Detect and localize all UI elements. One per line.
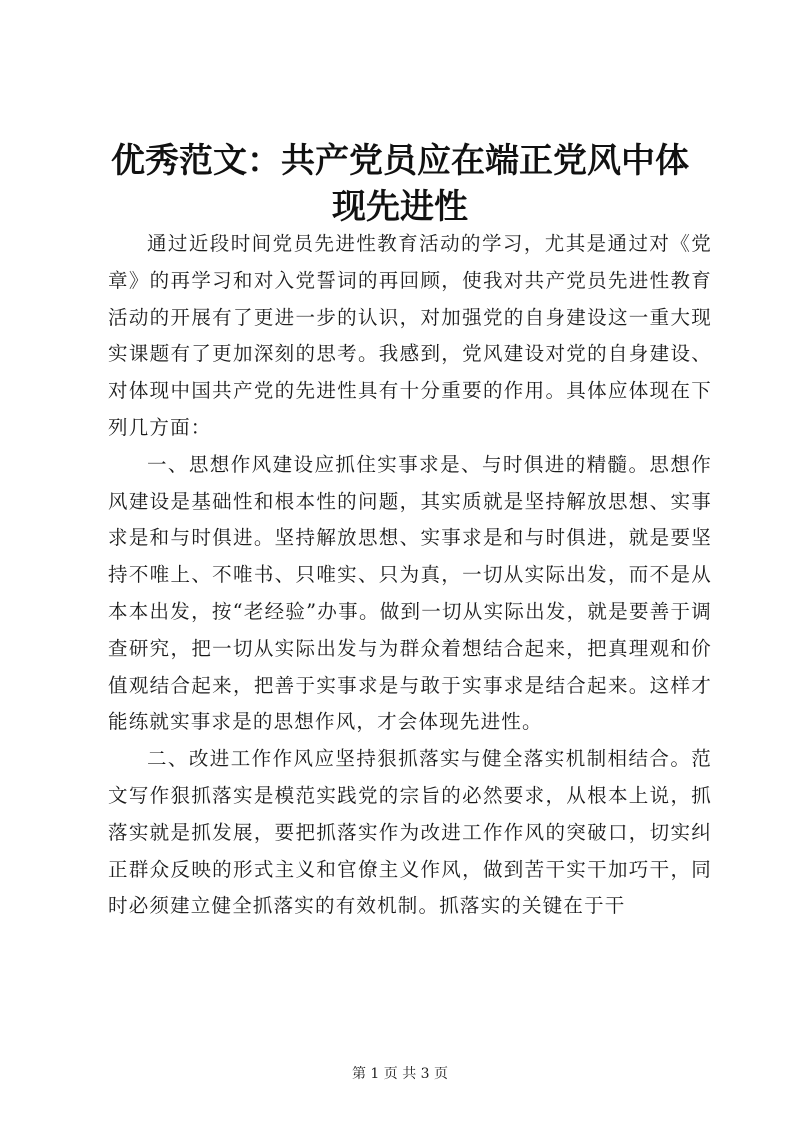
paragraph-point-two: 二、改进工作作风应坚持狠抓落实与健全落实机制相结合。范文写作狠抓落实是模范实践党的宗旨的必然要求，从根本上说，抓落实就是抓发展，要把抓落实作为改进工作作风的突破口，切实纠正群众反映的形式主义和官僚主义作风，做到苦干实干加巧干，同时必须建立健全抓落实的有效机制。抓落实的关键在于干 [108,747,712,918]
page-footer: 第 1 页 共 3 页 [351,1066,449,1082]
paragraph-intro: 通过近段时间党员先进性教育活动的学习，尤其是通过对《党章》的再学习和对入党誓词的再回顾，使我对共产党员先进性教育活动的开展有了更进一步的认识，对加强党的自身建设这一重大现实课题有了更加深刻的思考。我感到，党风建设对党的自身建设、对体现中国共产党的先进性具有十分重要的作用。具体应体现在下列几方面： [108,232,712,439]
paragraph-point-one: 一、思想作风建设应抓住实事求是、与时俱进的精髓。思想作风建设是基础性和根本性的问题，其实质就是坚持解放思想、实事求是和与时俱进。坚持解放思想、实事求是和与时俱进，就是要坚持不唯上、不唯书、只唯实、只为真，一切从实际出发，而不是从本本出发，按“老经验”办事。做到一切从实际出发，就是要善于调查研究，把一切从实际出发与为群众着想结合起来，把真理观和价值观结合起来，把善于实事求是与敢于实事求是结合起来。这样才能练就实事求是的思想作风，才会体现先进性。 [108,452,712,734]
document-body [108,226,712,925]
document-title: 优秀范文：共产党员应在端正党风中体现先进性 [111,141,689,227]
